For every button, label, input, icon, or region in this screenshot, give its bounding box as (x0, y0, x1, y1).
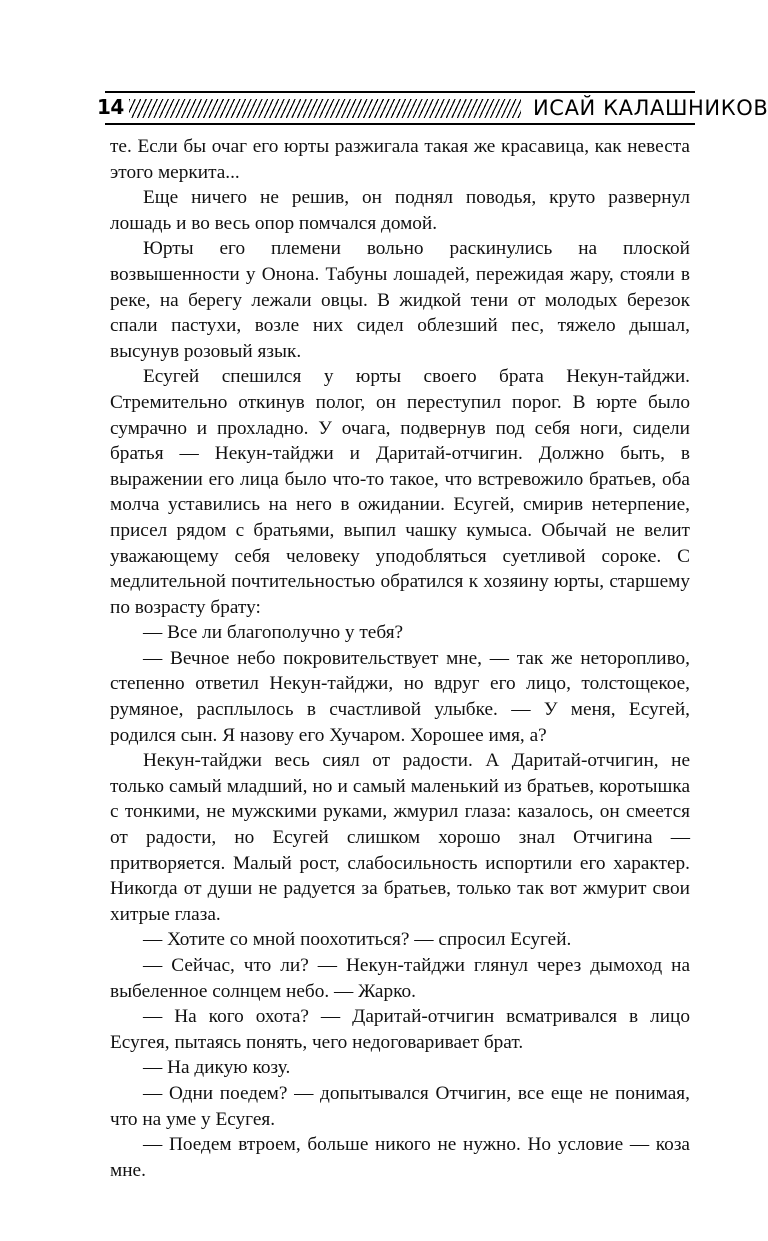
body-text (110, 134, 690, 1183)
paragraph: Юрты его племени вольно раскинулись на плоской возвышенности у Онона. Табуны лошадей, пережидая жару, стояли в реке, на берегу лежали овцы. В жидкой тени от молодых березок спали пастухи, возле них сидел облезший пес, тяжело дышал, высунув розовый язык. (110, 238, 690, 362)
dialogue-line: — На дикую козу. (143, 1057, 291, 1079)
dialogue-line: — Сейчас, что ли? — Некун-тайджи глянул через дымоход на выбеленное солнцем небо. — Жарко. (110, 955, 690, 1002)
page-number: 14 (97, 95, 124, 119)
paragraph: Есугей спешился у юрты своего брата Некун-тайджи. Стремительно откинув полог, он переступил порог. В юрте было сумрачно и прохладно. У очага, подвернув под себя ноги, сидели братья — Некун-тайджи и Даритай-отчигин. Должно быть, в выражении его лица было что-то такое, что встревожило братьев, оба молча уставились на него в ожидании. Есугей, смирив нетерпение, присел рядом с братьями, выпил чашку кумыса. Обычай не велит уважающему себя человеку уподобляться суетливой сороке. С медлительной почтительностью обратился к хозяину юрты, старшему по возрасту брату: (110, 366, 690, 618)
dialogue-line: — Хотите со мной поохотиться? — спросил Есугей. (143, 929, 572, 951)
header-bottom-rule (105, 123, 695, 125)
paragraph: Еще ничего не решив, он поднял поводья, круто развернул лошадь и во весь опор помчался домой. (110, 187, 690, 234)
dialogue-line: — На кого охота? — Даритай-отчигин всматривался в лицо Есугея, пытаясь понять, чего недоговаривает брат. (110, 1006, 690, 1053)
page-header (97, 83, 768, 127)
dialogue-line: — Вечное небо покровительствует мне, — так же неторопливо, степенно ответил Некун-тайджи, но вдруг его лицо, толстощекое, румяное, расплылось в счастливой улыбке. — У меня, Есугей, родился сын. Я назову его Хучаром. Хорошее имя, а? (110, 647, 690, 746)
paragraph: те. Если бы очаг его юрты разжигала такая же красавица, как невеста этого меркита... (110, 136, 690, 183)
dialogue-line: — Одни поедем? — допытывался Отчигин, все еще не понимая, что на уме у Есугея. (110, 1082, 690, 1130)
header-top-rule (105, 91, 695, 93)
dialogue-line: — Поедем втроем, больше никого не нужно. Но условие — коза мне. (110, 1134, 690, 1181)
header-hatch-ornament (129, 99, 521, 118)
paragraph: Некун-тайджи весь сиял от радости. А Даритай-отчигин, не только самый младший, но и самый маленький из братьев, коротышка с тонкими, не мужскими руками, жмурил глаза: казалось, он смеется от радости, но Есугей слишком хорошо знал Отчигина — притворяется. Малый рост, слабосильность испортили его характер. Никогда от души не радуется за братьев, только так вот жмурит свои хитрые глаза. (110, 750, 690, 925)
dialogue-line: — Все ли благополучно у тебя? (143, 622, 404, 644)
running-head-author: ИСАЙ КАЛАШНИКОВ (533, 96, 768, 120)
